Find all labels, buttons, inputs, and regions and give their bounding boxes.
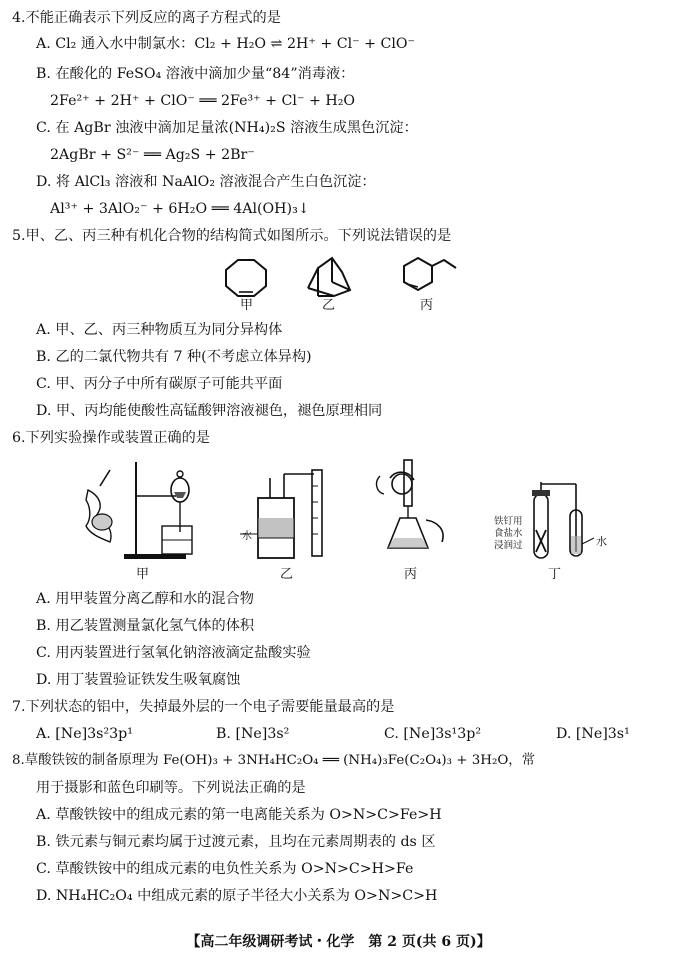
q7-option-a: A. [Ne]3s²3p¹ xyxy=(36,726,133,742)
q4-stem: 4.不能正确表示下列反应的离子方程式的是 xyxy=(12,10,281,26)
molecule-yi-label: 乙 xyxy=(322,298,336,313)
apparatus-bing-label: 丙 xyxy=(404,567,418,582)
apparatus-yi-water-label: 水 xyxy=(242,531,252,542)
nail-label-line-3: 浸润过 xyxy=(494,540,523,551)
q5-option-a: A. 甲、乙、丙三种物质互为同分异构体 xyxy=(36,322,283,338)
apparatus-bing-figure xyxy=(370,458,450,564)
apparatus-yi-figure xyxy=(236,464,332,564)
q8-stem-line-1: 8.草酸铁铵的制备原理为 Fe(OH)₃ + 3NH₄HC₂O₄ ══ (NH₄)₃Fe(C₂O₄)₃ + 3H₂O，常 xyxy=(12,753,536,768)
q7-option-b: B. [Ne]3s² xyxy=(216,726,290,742)
q6-option-b: B. 用乙装置测量氯化氢气体的体积 xyxy=(36,618,255,634)
molecule-bing-label: 丙 xyxy=(420,298,434,313)
q5-option-d: D. 甲、丙均能使酸性高锰酸钾溶液褪色，褪色原理相同 xyxy=(36,403,383,419)
apparatus-ding-water-label: 水 xyxy=(596,535,607,548)
q8-option-a: A. 草酸铁铵中的组成元素的第一电离能关系为 O>N>C>Fe>H xyxy=(36,807,442,823)
apparatus-yi-label: 乙 xyxy=(280,567,294,582)
apparatus-jia-figure xyxy=(84,456,194,564)
q8-option-c: C. 草酸铁铵中的组成元素的电负性关系为 O>N>C>H>Fe xyxy=(36,861,414,877)
molecule-yi-figure xyxy=(302,252,356,300)
q4-option-b: B. 在酸化的 FeSO₄ 溶液中滴加少量“84”消毒液： xyxy=(36,66,355,82)
q8-option-b: B. 铁元素与铜元素均属于过渡元素，且均在元素周期表的 ds 区 xyxy=(36,834,436,850)
molecule-jia-label: 甲 xyxy=(240,298,254,313)
q7-stem: 7.下列状态的铝中，失掉最外层的一个电子需要能量最高的是 xyxy=(12,699,395,715)
q4-option-c: C. 在 AgBr 浊液中滴加足量浓(NH₄)₂S 溶液生成黑色沉淀： xyxy=(36,120,418,136)
q6-option-a: A. 用甲装置分离乙醇和水的混合物 xyxy=(36,591,254,607)
q4-option-d-equation: Al³⁺ + 3AlO₂⁻ + 6H₂O ══ 4Al(OH)₃↓ xyxy=(50,201,310,217)
nail-label-line-2: 食盐水 xyxy=(494,528,523,539)
q4-option-a: A. Cl₂ 通入水中制氯水：Cl₂ + H₂O ⇌ 2H⁺ + Cl⁻ + ClO⁻ xyxy=(36,36,416,52)
apparatus-jia-label: 甲 xyxy=(136,567,150,582)
q7-option-c: C. [Ne]3s¹3p² xyxy=(384,726,482,742)
q8-stem-line-2: 用于摄影和蓝色印刷等。下列说法正确的是 xyxy=(36,780,306,796)
q6-option-d: D. 用丁装置验证铁发生吸氧腐蚀 xyxy=(36,672,241,688)
q6-option-c: C. 用丙装置进行氢氧化钠溶液滴定盐酸实验 xyxy=(36,645,311,661)
molecule-bing-figure xyxy=(394,256,464,300)
q4-option-c-equation: 2AgBr + S²⁻ ══ Ag₂S + 2Br⁻ xyxy=(50,147,255,163)
q5-option-c: C. 甲、丙分子中所有碳原子可能共平面 xyxy=(36,376,283,392)
nail-label-line-1: 铁钉用 xyxy=(494,516,523,527)
q4-option-d: D. 将 AlCl₃ 溶液和 NaAlO₂ 溶液混合产生白色沉淀： xyxy=(36,174,376,190)
q6-stem: 6.下列实验操作或装置正确的是 xyxy=(12,430,210,446)
q8-option-d: D. NH₄HC₂O₄ 中组成元素的原子半径大小关系为 O>N>C>H xyxy=(36,888,438,904)
q5-option-b: B. 乙的二氯代物共有 7 种(不考虑立体异构) xyxy=(36,349,312,365)
q4-option-b-equation: 2Fe²⁺ + 2H⁺ + ClO⁻ ══ 2Fe³⁺ + Cl⁻ + H₂O xyxy=(50,93,356,109)
page-footer: 【高二年级调研考试・化学 第 2 页(共 6 页)】 xyxy=(186,934,491,950)
apparatus-ding-figure xyxy=(528,480,604,564)
molecule-jia-figure xyxy=(222,258,272,302)
apparatus-ding-label: 丁 xyxy=(548,567,562,582)
q7-option-d: D. [Ne]3s¹ xyxy=(556,726,630,742)
q5-stem: 5.甲、乙、丙三种有机化合物的结构简式如图所示。下列说法错误的是 xyxy=(12,228,452,244)
